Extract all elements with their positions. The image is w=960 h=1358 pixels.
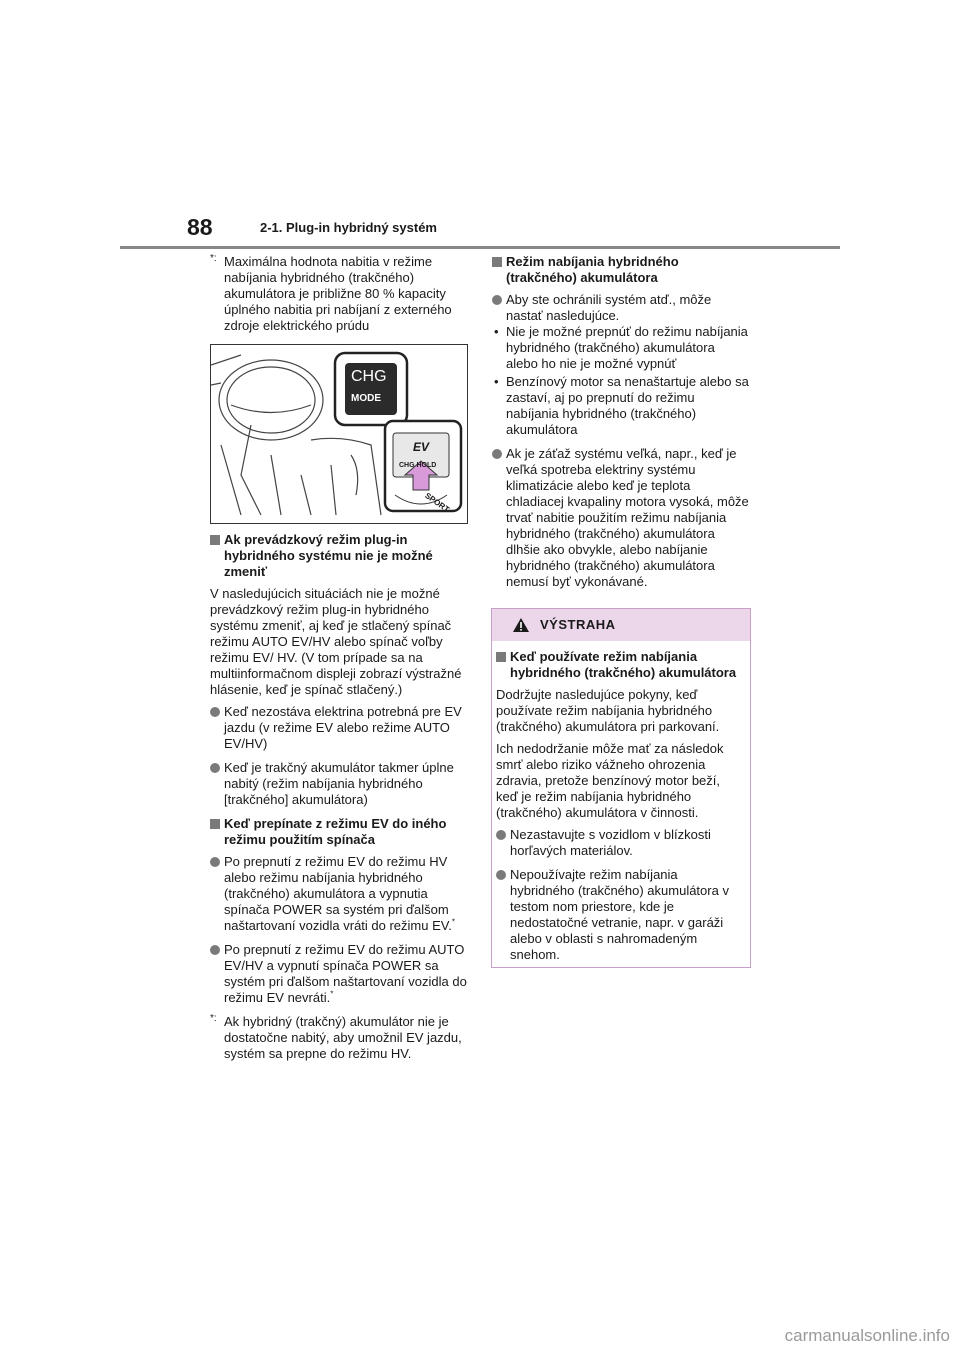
- list-item: Nepoužívajte režim nabíjania hybridného (trakčného) akumulátora v testom nom priestore, kde je nedostatočné vetranie, napr. v garáži alebo v oblasti s nahromadeným snehom.: [496, 867, 744, 963]
- mode-label: MODE: [351, 393, 381, 404]
- watermark: carmanualsonline.info: [784, 1326, 950, 1345]
- list-item: Po prepnutí z režimu EV do režimu AUTO EV/HV a vypnutí spínača POWER sa systém pri ďalšom naštartovaní vozidla do režimu EV nevráti.*: [210, 942, 468, 1006]
- section-heading: Ak prevádzkový režim plug-in hybridného systému nie je možné zmeniť: [210, 532, 468, 580]
- square-bullet-icon: [496, 652, 506, 662]
- circle-bullet-icon: [210, 763, 220, 773]
- circle-bullet-icon: [210, 857, 220, 867]
- footnote: [210, 254, 468, 334]
- paragraph: Dodržujte nasledujúce pokyny, keď používate režim nabíjania hybridného (trakčného) akumulátora pri parkovaní.: [496, 687, 720, 734]
- dash-item: • Benzínový motor sa nenaštartuje alebo sa zastaví, aj po prepnutí do režimu nabíjania hybridného (trakčného) akumulátora: [494, 374, 749, 437]
- asterisk-marker: *:: [210, 1013, 217, 1024]
- footnote-text: Ak hybridný (trakčný) akumulátor nie je dostatočne nabitý, aby umožnil EV jazdu, systém sa prepne do režimu HV.: [224, 1014, 462, 1061]
- square-bullet-icon: [492, 257, 502, 267]
- section-title: 2-1. Plug-in hybridný systém: [260, 220, 437, 235]
- list-item: Keď nezostáva elektrina potrebná pre EV jazdu (v režime EV alebo režime AUTO EV/HV): [210, 704, 468, 752]
- square-bullet-icon: [210, 819, 220, 829]
- right-column: [492, 254, 750, 598]
- circle-bullet-icon: [210, 945, 220, 955]
- warning-title: VÝSTRAHA: [540, 617, 616, 632]
- asterisk-marker: *:: [210, 253, 217, 264]
- left-column: [210, 254, 468, 1070]
- dashboard-illustration: [210, 344, 468, 524]
- section-heading: Režim nabíjania hybridného (trakčného) akumulátora: [492, 254, 750, 286]
- page-number: 88: [187, 214, 213, 240]
- dot-bullet-icon: •: [494, 374, 499, 389]
- sport-label: SPORT: [423, 490, 451, 515]
- warning-heading: Keď používate režim nabíjania hybridného (trakčného) akumulátora: [496, 649, 744, 681]
- footnote-text: Maximálna hodnota nabitia v režime nabíjania hybridného (trakčného) akumulátora je približne 80 % kapacity úplného nabitia pri nabíjaní z externého zdroje elektrického prúdu: [224, 254, 452, 333]
- paragraph: Ich nedodržanie môže mať za následok smrť alebo riziko vážneho ohrozenia zdravia, pretože benzínový motor beží, keď je režim nabíjania hybridného (trakčného) akumulátora v činnosti.: [496, 741, 724, 820]
- ev-label: EV: [413, 440, 430, 454]
- square-bullet-icon: [210, 535, 220, 545]
- warning-header: [492, 609, 750, 641]
- warning-box: [491, 608, 751, 968]
- paragraph: V nasledujúcich situáciách nie je možné prevádzkový režim plug-in hybridného systému zmeniť, aj keď je stlačený spínač režimu AUTO EV/HV alebo spínač voľby režimu EV/ HV. (V tom prípade sa na multiinformačnom displeji zobrazí výstražné hlásenie, keď je spínač stlačený.): [210, 586, 462, 697]
- list-item: Po prepnutí z režimu EV do režimu HV alebo režimu nabíjania hybridného (trakčného) akumulátora a vypnutia spínača POWER sa systém pri ďalšom naštartovaní vozidla vráti do režimu EV.*: [210, 854, 468, 934]
- section-heading: Keď prepínate z režimu EV do iného režimu použitím spínača: [210, 816, 468, 848]
- warning-triangle-icon: [512, 617, 530, 633]
- list-item: Aby ste ochránili systém atď., môže nastať nasledujúce.: [492, 292, 750, 324]
- footnote: [210, 1014, 468, 1062]
- circle-bullet-icon: [492, 295, 502, 305]
- circle-bullet-icon: [496, 870, 506, 880]
- circle-bullet-icon: [492, 449, 502, 459]
- header-rule: [120, 246, 840, 249]
- circle-bullet-icon: [496, 830, 506, 840]
- dash-item: • Nie je možné prepnúť do režimu nabíjania hybridného (trakčného) akumulátora alebo ho nie je možné vypnúť: [494, 324, 748, 371]
- chg-hold-label: CHG HOLD: [399, 462, 437, 469]
- list-item: Keď je trakčný akumulátor takmer úplne nabitý (režim nabíjania hybridného [trakčného] akumulátora): [210, 760, 468, 808]
- dot-bullet-icon: •: [494, 324, 499, 339]
- list-item: Nezastavujte s vozidlom v blízkosti horľavých materiálov.: [496, 827, 744, 859]
- chg-label: CHG: [351, 368, 387, 385]
- list-item: Ak je záťaž systému veľká, napr., keď je veľká spotreba elektriny systému klimatizácie alebo keď je teplota chladiacej kvapaliny motora vysoká, môže trvať nabitie použitím režimu nabíjania hybridného (trakčného) akumulátora dlhšie ako obvykle, alebo nabíjanie hybridného (trakčného) akumulátora nemusí byť vykonávané.: [492, 446, 750, 590]
- circle-bullet-icon: [210, 707, 220, 717]
- warning-body: [492, 641, 750, 963]
- page-header: [162, 210, 842, 248]
